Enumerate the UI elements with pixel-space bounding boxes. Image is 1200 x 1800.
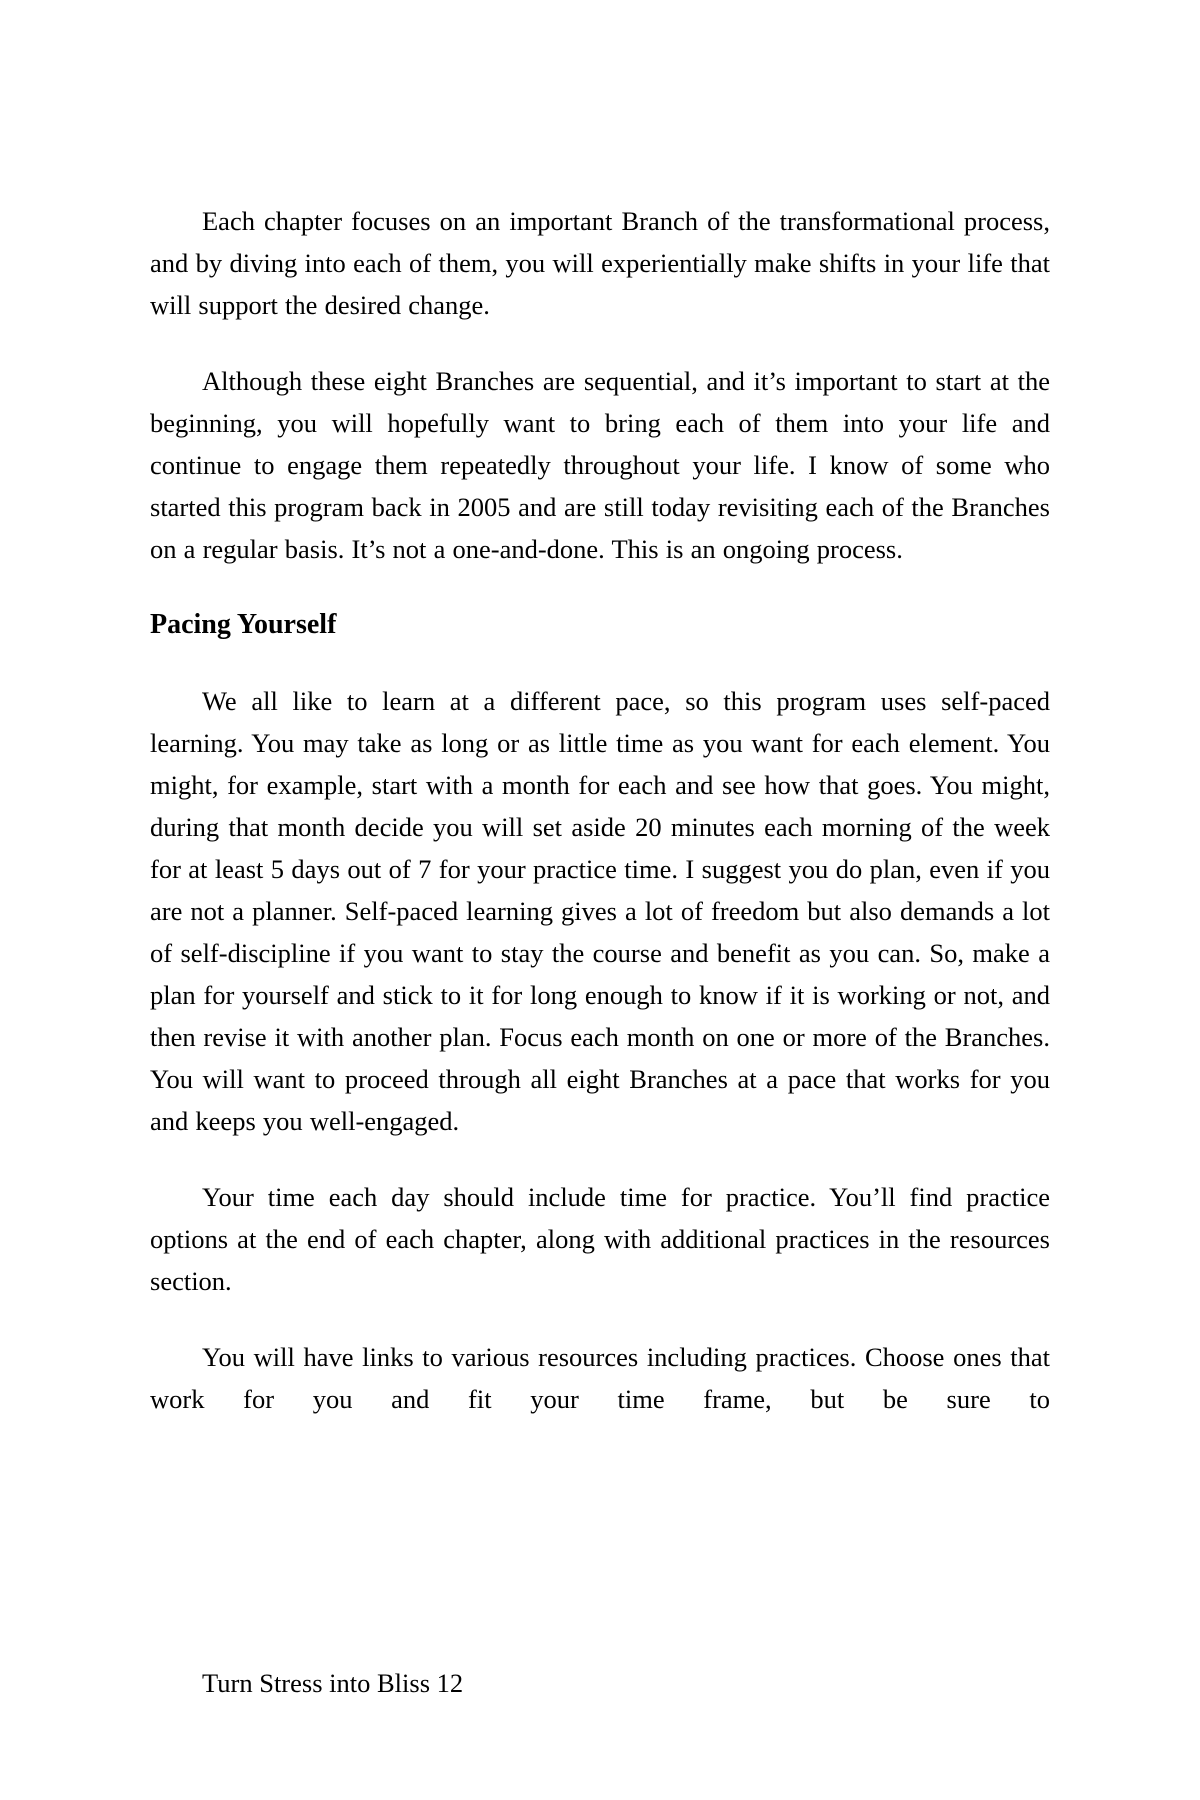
body-paragraph: We all like to learn at a different pace, so this program uses self-paced learning. You may take as long or as little time as you want for each element. You might, for example, start with a month for each and see how that goes. You might, during that month decide you will set aside 20 minutes each morning of the week for at least 5 days out of 7 for your practice time. I suggest you do plan, even if you are not a planner. Self-paced learning gives a lot of freedom but also demands a lot of self-discipline if you want to stay the course and benefit as you can. So, make a plan for yourself and stick to it for long enough to know if it is working or not, and then revise it with another plan. Focus each month on one or more of the Branches. You will want to proceed through all eight Branches at a pace that works for you and keeps you well-engaged. <box>150 686 1050 1136</box>
footer-book-title: Turn Stress into Bliss <box>202 1668 431 1698</box>
page-text-block <box>150 200 1050 1454</box>
body-paragraph: Your time each day should include time for practice. You’ll find practice options at the end of each chapter, along with additional practices in the resources section. <box>150 1182 1050 1296</box>
footer-page-number: 12 <box>436 1668 464 1698</box>
body-paragraph: Each chapter focuses on an important Branch of the transformational process, and by diving into each of them, you will experientially make shifts in your life that will support the desired change. <box>150 206 1050 320</box>
body-paragraph: Although these eight Branches are sequential, and it’s important to start at the beginning, you will hopefully want to bring each of them into your life and continue to engage them repeatedly throughout your life. I know of some who started this program back in 2005 and are still today revisiting each of the Branches on a regular basis. It’s not a one-and-done. This is an ongoing process. <box>150 366 1050 564</box>
body-paragraph: You will have links to various resources including practices. Choose ones that work for you and fit your time frame, but be sure to <box>150 1342 1050 1414</box>
section-heading: Pacing Yourself <box>150 609 337 640</box>
page-footer <box>202 1662 463 1704</box>
